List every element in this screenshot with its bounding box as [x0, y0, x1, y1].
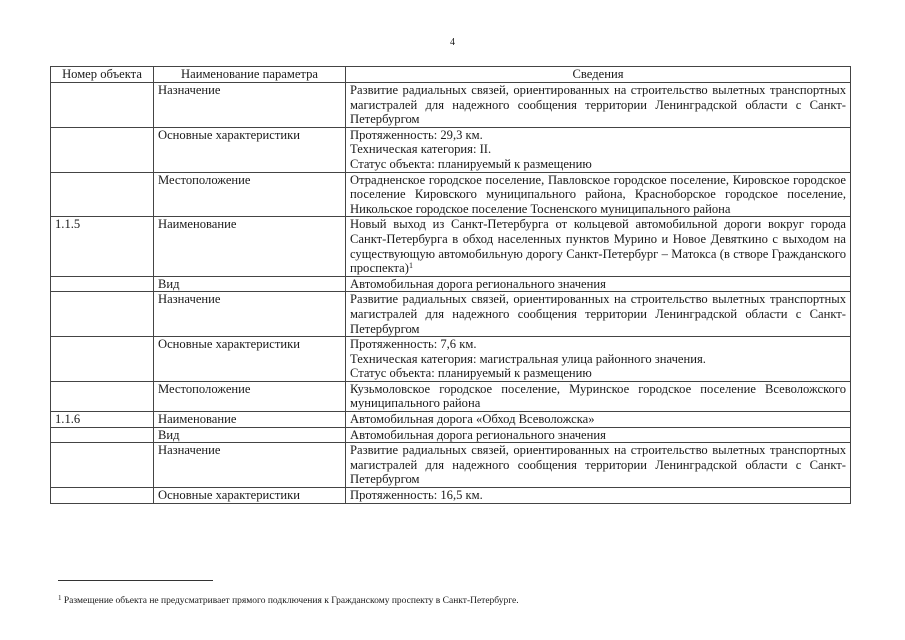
details-cell — [346, 127, 851, 172]
details-cell — [346, 172, 851, 217]
details-text: Техническая категория: II. — [350, 142, 492, 157]
parameter-name-cell: Местоположение — [154, 381, 346, 411]
object-number-cell — [51, 276, 154, 292]
parameter-name-cell: Наименование — [154, 217, 346, 276]
parameter-name-cell: Назначение — [154, 83, 346, 128]
footnote — [58, 596, 519, 606]
details-text: Кузьмоловское городское поселение, Муринское городское поселение Всеволожского муниципального района — [350, 381, 846, 411]
details-text: Протяженность: 7,6 км. — [350, 337, 477, 352]
details-text: Техническая категория: магистральная улица районного значения. — [350, 351, 706, 366]
parameter-name-cell: Основные характеристики — [154, 127, 346, 172]
table-row — [51, 127, 851, 172]
details-cell — [346, 217, 851, 276]
object-number-cell — [51, 337, 154, 382]
table-row — [51, 172, 851, 217]
details-cell — [346, 412, 851, 428]
details-cell — [346, 381, 851, 411]
details-text: Протяженность: 16,5 км. — [350, 488, 483, 503]
parameter-name-cell: Местоположение — [154, 172, 346, 217]
page-number: 4 — [450, 37, 455, 48]
header-parameter-name: Наименование параметра — [154, 67, 346, 83]
details-text: Статус объекта: планируемый к размещению — [350, 366, 592, 381]
parameter-name-cell: Назначение — [154, 292, 346, 337]
table-row — [51, 217, 851, 276]
parameter-name-cell: Наименование — [154, 412, 346, 428]
details-cell — [346, 427, 851, 443]
parameter-name-cell: Основные характеристики — [154, 337, 346, 382]
table-row — [51, 443, 851, 488]
details-cell — [346, 276, 851, 292]
table-row — [51, 412, 851, 428]
table-row — [51, 427, 851, 443]
object-number-cell: 1.1.6 — [51, 412, 154, 428]
parameter-name-cell: Вид — [154, 427, 346, 443]
object-number-cell — [51, 292, 154, 337]
details-text: Автомобильная дорога регионального значения — [350, 427, 606, 442]
details-text: Развитие радиальных связей, ориентированных на строительство вылетных транспортных магистралей для надежного сообщения территории Ленинградской области с Санкт-Петербургом — [350, 443, 846, 487]
table-row — [51, 83, 851, 128]
details-cell — [346, 443, 851, 488]
object-number-cell — [51, 83, 154, 128]
parameter-name-cell: Назначение — [154, 443, 346, 488]
details-text: Протяженность: 29,3 км. — [350, 127, 483, 142]
details-text: Статус объекта: планируемый к размещению — [350, 156, 592, 171]
table-header — [51, 67, 851, 83]
details-text: Новый выход из Санкт-Петербурга от кольцевой автомобильной дороги вокруг города Санкт-Петербурга в обход населенных пунктов Мурино и Новое Девяткино с выходом на существующую автомобильную дорогу Санкт-Петербург – Матокса (в створе Гражданского проспекта) — [350, 217, 846, 276]
details-text: Автомобильная дорога регионального значения — [350, 276, 606, 291]
table-row — [51, 276, 851, 292]
object-number-cell — [51, 488, 154, 504]
footnote-text: Размещение объекта не предусматривает прямого подключения к Гражданскому проспекту в Санкт-Петербурге. — [63, 596, 519, 606]
table-body — [51, 83, 851, 504]
header-details: Сведения — [346, 67, 851, 83]
table-row — [51, 381, 851, 411]
object-number-cell: 1.1.5 — [51, 217, 154, 276]
objects-table — [50, 66, 851, 504]
object-number-cell — [51, 127, 154, 172]
table-row — [51, 292, 851, 337]
parameter-name-cell: Основные характеристики — [154, 488, 346, 504]
table-row — [51, 337, 851, 382]
footnote-reference: 1 — [408, 261, 413, 271]
footnote-marker: 1 — [58, 594, 62, 602]
footnote-divider — [58, 580, 213, 581]
table-row — [51, 488, 851, 504]
object-number-cell — [51, 443, 154, 488]
header-object-number: Номер объекта — [51, 67, 154, 83]
details-cell — [346, 337, 851, 382]
details-text: Отрадненское городское поселение, Павловское городское поселение, Кировское городское поселение Кировского муниципального района, Красноборское городское поселение, Никольское городское поселение Тосненского муниципального района — [350, 172, 846, 216]
table-header-row — [51, 67, 851, 83]
details-cell — [346, 292, 851, 337]
details-cell — [346, 488, 851, 504]
object-number-cell — [51, 381, 154, 411]
details-text: Развитие радиальных связей, ориентированных на строительство вылетных транспортных магистралей для надежного сообщения территории Ленинградской области с Санкт-Петербургом — [350, 83, 846, 127]
details-cell — [346, 83, 851, 128]
object-number-cell — [51, 427, 154, 443]
parameter-name-cell: Вид — [154, 276, 346, 292]
details-text: Развитие радиальных связей, ориентированных на строительство вылетных транспортных магистралей для надежного сообщения территории Ленинградской области с Санкт-Петербургом — [350, 292, 846, 336]
object-number-cell — [51, 172, 154, 217]
details-text: Автомобильная дорога «Обход Всеволожска» — [350, 412, 595, 427]
